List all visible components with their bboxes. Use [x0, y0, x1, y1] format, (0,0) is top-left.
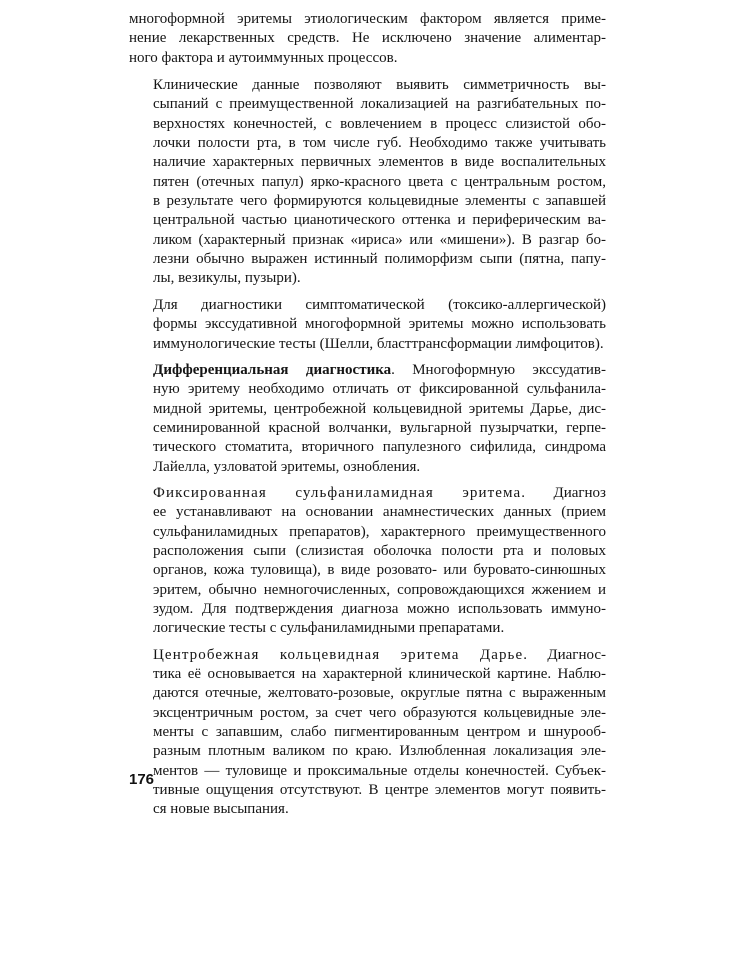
text-line: эксцентричным ростом, за счет чего образуются кольцевидные эле-	[153, 704, 606, 721]
text-line: сыпаний с преимущественной локализацией на разгибательных по-	[153, 96, 606, 113]
text-line: сульфаниламидных препаратов), характерного преимущественного	[153, 523, 606, 540]
text-line: расположения сыпи (слизистая оболочка полости рта и половых	[153, 542, 606, 559]
text-line: нение лекарственных средств. Не исключено значение алиментар-	[129, 30, 606, 47]
paragraph-clinical-data	[129, 76, 606, 289]
text-line: Лайелла, узловатой эритемы, ознобления.	[153, 458, 421, 475]
document-page	[129, 10, 606, 827]
text-line: ную эритему необходимо отличать от фиксированной сульфанила-	[153, 381, 606, 398]
paragraph-darier-erythema	[129, 646, 606, 820]
text-line: центральной частью цианотического оттенка и периферическим ва-	[153, 212, 606, 229]
text-line: ликом (характерный признак «ириса» или «мишени»). В разгар бо-	[153, 231, 606, 248]
text-line: семинированной красной волчанки, вульгарной пузырчатки, герпе-	[153, 419, 606, 436]
text-line	[129, 361, 606, 380]
text-line	[129, 484, 606, 503]
text-line: формы экссудативной многоформной эритемы можно использовать	[153, 316, 606, 333]
text-line: ся новые высыпания.	[153, 801, 289, 818]
page-number: 176	[129, 771, 155, 788]
text-line: лезни обычно выражен истинный полиморфизм сыпи (пятна, папу-	[153, 251, 606, 268]
text-line: даются отечные, желтовато-розовые, округлые пятна с выраженным	[153, 685, 606, 702]
paragraph-fixed-sulfonamide-erythema	[129, 484, 606, 639]
section-heading-differential-diagnosis: Дифференциальная диагностика	[153, 361, 392, 378]
text-line: тического стоматита, вторичного папулезного сифилида, синдрома	[153, 439, 606, 456]
text-line: Для диагностики симптоматической (токсико-аллергической)	[153, 296, 606, 313]
text-line: тивные ощущения отсутствуют. В центре элементов могут появить-	[153, 782, 606, 799]
term-fixed-sulfonamide-erythema: Фиксированная сульфаниламидная эритема.	[153, 484, 527, 501]
text-line: лы, везикулы, пузыри).	[153, 270, 301, 287]
term-darier-erythema: Центробежная кольцевидная эритема Дарье.	[153, 646, 529, 663]
text-run: Диагноз	[526, 484, 606, 501]
text-line: пятен (отечных папул) ярко-красного цвета с центральным ростом,	[153, 173, 606, 190]
text-line: ного фактора и аутоиммунных процессов.	[129, 49, 398, 66]
text-line: в результате чего формируются кольцевидные элементы с запавшей	[153, 193, 606, 210]
text-line: логические тесты с сульфаниламидными препаратами.	[153, 620, 505, 637]
text-line: разным плотным валиком по краю. Излюбленная локализация эле-	[153, 743, 606, 760]
text-line: ее устанавливают на основании анамнестических данных (прием	[153, 504, 606, 521]
text-line: зудом. Для подтверждения диагноза можно использовать иммуно-	[153, 600, 606, 617]
text-line: многоформной эритемы этиологическим фактором является приме-	[129, 11, 606, 27]
paragraph-differential-diagnosis	[129, 361, 606, 477]
text-line: лочки полости рта, в том числе губ. Необходимо также учитывать	[153, 135, 606, 152]
text-line: иммунологические тесты (Шелли, бласттрансформации лимфоцитов).	[153, 335, 604, 352]
paragraph-etiology	[129, 10, 606, 68]
text-line: наличие характерных первичных элементов в виде воспалительных	[153, 154, 606, 171]
text-line: верхностях конечностей, с вовлечением в процесс слизистой обо-	[153, 115, 606, 132]
text-line: менты с запавшим, слабо пигментированным центром и шнурооб-	[153, 724, 606, 741]
text-line: ментов — туловище и проксимальные отделы конечностей. Субъек-	[153, 762, 606, 779]
text-run: Диагнос-	[528, 646, 607, 663]
paragraph-diagnostics-tests	[129, 296, 606, 354]
text-line	[129, 646, 606, 665]
text-run: . Многоформную экссудатив-	[391, 361, 606, 378]
text-line: тика её основывается на характерной клинической картине. Наблю-	[153, 666, 606, 682]
text-line: эритем, обычно немногочисленных, сопровождающихся жжением и	[153, 581, 606, 598]
text-line: мидной эритемы, центробежной кольцевидной эритемы Дарье, дис-	[153, 400, 606, 417]
text-line: Клинические данные позволяют выявить симметричность вы-	[153, 77, 606, 94]
text-line: органов, кожа туловища), в виде розовато- или буровато-синюшных	[153, 562, 606, 579]
